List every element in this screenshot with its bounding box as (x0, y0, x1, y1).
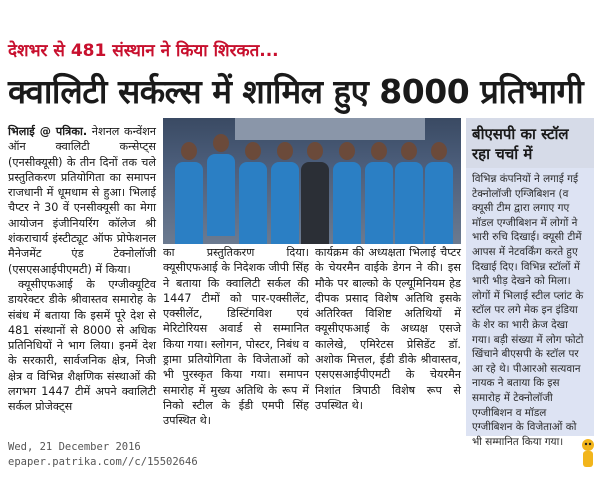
footer (8, 440, 198, 470)
person-figure (271, 142, 299, 244)
article-column-2: का प्रस्तुतिकरण दिया। क्यूसीएफआई के निदेशक जीपी सिंह ने बताया कि क्वालिटी सर्कल की 1447 टीमों को पार-एक्सीलेंट, एक्सीलेंट, डिस्टिंगविश एवं मेरिटोरियस अवार्ड से सम्मानित किया गया। स्लोगन, पोस्टर, निबंध व ड्रामा प्रतियोगिता के विजेताओं को भी पुरस्कृत किया गया। समापन समारोह में मुख्य अतिथि के रूप में निको स्टील के ईडी एमपी सिंह उपस्थित थे। (163, 246, 309, 428)
article-headline: क्वालिटी सर्कल्स में शामिल हुए 8000 प्रतिभागी (8, 72, 584, 111)
sidebar-box (466, 118, 594, 448)
person-figure (425, 142, 453, 244)
article-column-3: कार्यक्रम की अध्यक्षता भिलाई चैप्टर के चेयरमैन वाईके डेगन ने की। इस मौके पर बाल्को के एल्यूमिनियम हेड दीपक प्रसाद विशेष अतिथि इसके अतिरिक्त विशिष्ट अतिथियों में क्यूसीएफआई के अध्यक्ष एसजे कालेखे, एमिरेटस प्रेसिडेंट डॉ. अशोक मित्तल, ईडी डीके श्रीवास्तव, एसएसआईपीएमटी के चेयरमैन निशांत त्रिपाठी विशेष रूप से उपस्थित थे। (315, 246, 461, 412)
sidebar-body: विभिन्न कंपनियों ने लगाई गई टेक्नोलॉजी एग्जिबिशन (व क्यूसी टीम द्वारा लगाए गए मॉडल एग्जीबिशन में लोगों ने भारी रुचि दिखाई। क्यूसी टीमें आपस में नेटवर्किंग करते हुए दिखाई दिए। विभिन्न स्टॉलों में भारी भीड़ देखने को मिला। लोगों में भिलाई स्टील प्लांट के स्टॉल पर लगे मेक इन इंडिया के शेर का भारी क्रेज देखा गया। बड़ी संख्या में लोग फोटो खिंचाने बीएसपी के स्टॉल पर आ रहे थे। पीआरओ सत्यवान नायक ने बताया कि इस समारोह में टेक्नोलॉजी एग्जीबिशन व मॉडल एग्जीबिशन के विजेताओं को भी सम्मानित किया गया। (472, 173, 584, 448)
person-figure (395, 142, 423, 244)
sidebar-title: बीएसपी का स्टॉल रहा चर्चा में (466, 118, 594, 168)
article-column-1 (8, 124, 156, 428)
column-1-paragraph-2: क्यूसीएफआई के एग्जीक्यूटिव डायरेक्टर डीके श्रीवास्तव समारोह के संबंध में बताया कि इसमें पूरे देश से 481 संस्थानों से 8000 से अधिक प्रतिनिधियों ने भाग लिया। इनमें देश के सरकारी, सार्वजनिक क्षेत्र, निजी क्षेत्र व विभिन्न शैक्षणिक संस्थाओं की लगभग 1447 टीमें अपने क्वालिटी सर्कल प्रोजेक्ट्स (8, 277, 156, 414)
article-kicker: देशभर से 481 संस्थान ने किया शिरकत... (8, 41, 279, 61)
dateline: भिलाई @ पत्रिका. (8, 125, 88, 138)
person-figure (301, 142, 329, 244)
person-figure (333, 142, 361, 244)
epaper-url[interactable]: epaper.patrika.com//c/15502646 (8, 456, 198, 468)
group-photo (163, 118, 461, 244)
publication-date: Wed, 21 December 2016 (8, 441, 141, 453)
person-figure (175, 142, 203, 244)
mascot-icon (580, 438, 596, 470)
person-figure (207, 134, 235, 244)
person-figure (365, 142, 393, 244)
stage-banner (235, 118, 425, 140)
column-1-paragraph-1: नेशनल कन्वेंशन ऑन क्वालिटी कन्सेप्ट्स (एनसीक्यूसी) के तीन दिनों तक चले प्रस्तुतिकरण प्रतियोगिता का समापन राजधानी में धूमधाम से हुआ। भिलाई चैप्टर ने 30 वें एनसीक्यूसी का मेगा आयोजन इंजीनियरिंग कॉलेज श्री शंकराचार्य इंस्टीट्यूट ऑफ प्रोफेशनल मैनेजमेंट एंड टेक्नोलॉजी (एसएसआईपीएमटी) में किया। (8, 125, 157, 276)
person-figure (239, 142, 267, 244)
